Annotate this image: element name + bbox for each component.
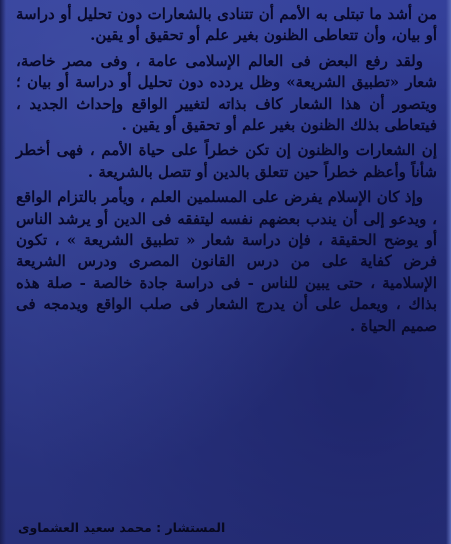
paragraph-3: إن الشعارات والظنون إن تكن خطراً على حياة الأمم ، فهى أخطر شأناً وأعظم خطراً حين تتعلق بالدين أو تتصل بالشريعة .: [16, 141, 437, 181]
paragraph-1: من أشد ما تبتلى به الأمم أن تتنادى بالشعارات دون تحليل أو دراسة أو بيان، وأن تتعاطى الظنون بغير علم أو تحقيق أو يقين.: [16, 5, 437, 45]
page-edge-highlight: [446, 0, 451, 544]
article-body: [16, 4, 437, 341]
author-signature: المستشار : محمد سعيد العشماوى: [18, 520, 226, 535]
paragraph-2: ولقد رفع البعض فى العالم الإسلامى عامة ، وفى مصر خاصة، شعار «تطبيق الشريعة» وظل يردده دون تحليل أو دراسة أو بيان ؛ ويتصور أن هذا الشعار كاف بذاته لتغيير الواقع وإحداث الجديد ، فيتعاطى بذلك الظنون بغير علم أو تحقيق أو يقين .: [16, 51, 437, 135]
page-edge-shadow: [0, 0, 6, 544]
paragraph-4: وإذ كان الإسلام يفرض على المسلمين العلم ، ويأمر بالتزام الواقع ، ويدعو إلى أن يندب بعضهم نفسه ليتفقه فى الدين أو يرشد الناس أو يوضح الحقيقة ، فإن دراسة شعار « تطبيق الشريعة » ، تكون فرض كفاية على من درس القانون المصرى ودرس الشريعة الإسلامية ، حتى يبين للناس - فى دراسة جادة خالصة - صلة هذه بذاك ، ويعمل على أن يدرج الشعار فى صلب الواقع ويدمجه فى صميم الحياة .: [16, 188, 437, 335]
